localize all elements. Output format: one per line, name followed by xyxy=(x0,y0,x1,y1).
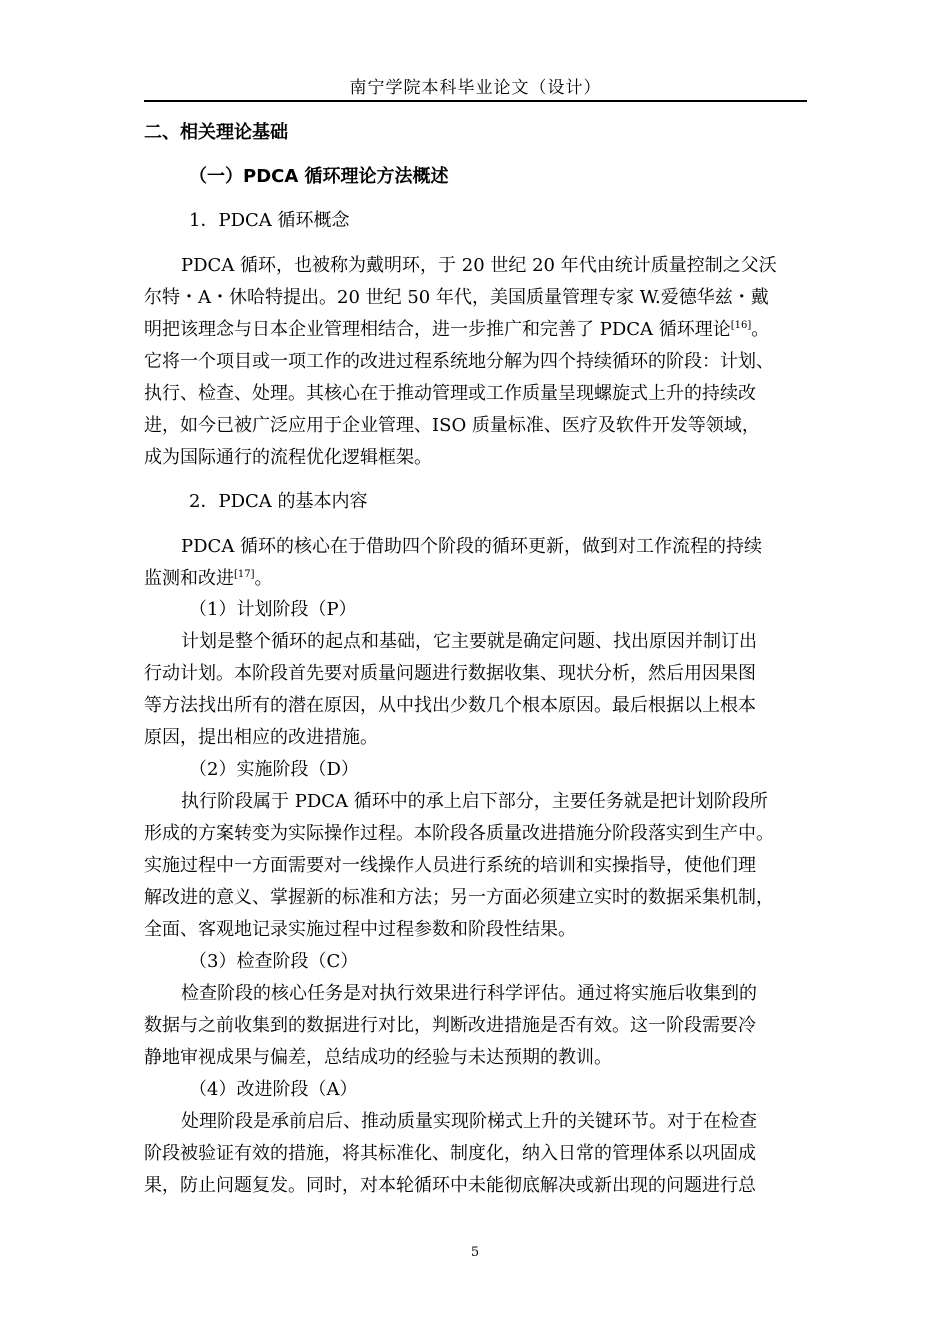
paragraph-line: PDCA 循环，也被称为戴明环，于 20 世纪 20 年代由统计质量控制之父沃 xyxy=(181,255,777,276)
paragraph-line: 实施过程中一方面需要对一线操作人员进行系统的培训和实操指导，使他们理 xyxy=(144,855,756,876)
paragraph-line: 等方法找出所有的潜在原因，从中找出少数几个根本原因。最后根据以上根本 xyxy=(144,695,756,716)
page-header-title: 南宁学院本科毕业论文（设计） xyxy=(349,78,602,98)
phase-title-plan: （1）计划阶段（P） xyxy=(189,599,357,620)
paragraph-line: 解改进的意义、掌握新的标准和方法；另一方面必须建立实时的数据采集机制， xyxy=(144,887,774,908)
paragraph-line: 成为国际通行的流程优化逻辑框架。 xyxy=(144,447,432,468)
paragraph-line: 处理阶段是承前启后、推动质量实现阶梯式上升的关键环节。对于在检查 xyxy=(181,1111,757,1132)
phase-title-do: （2）实施阶段（D） xyxy=(189,759,359,780)
paragraph-line: 阶段被验证有效的措施，将其标准化、制度化，纳入日常的管理体系以巩固成 xyxy=(144,1143,756,1164)
phase-title-act: （4）改进阶段（A） xyxy=(189,1079,358,1100)
paragraph-line: 执行阶段属于 PDCA 循环中的承上启下部分，主要任务就是把计划阶段所 xyxy=(181,791,768,812)
page-number: 5 xyxy=(470,1245,480,1260)
paragraph-line: 监测和改进[17]。 xyxy=(144,568,273,589)
citation-17: [17] xyxy=(234,569,255,580)
paragraph-line: 明把该理念与日本企业管理相结合，进一步推广和完善了 PDCA 循环理论[16]。 xyxy=(144,319,770,340)
header-rule xyxy=(144,100,807,102)
paragraph-line: 它将一个项目或一项工作的改进过程系统地分解为四个持续循环的阶段：计划、 xyxy=(144,351,774,372)
section-heading: 二、相关理论基础 xyxy=(144,122,288,143)
paragraph-line: 形成的方案转变为实际操作过程。本阶段各质量改进措施分阶段落实到生产中。 xyxy=(144,823,774,844)
paragraph-line: 尔特・A・休哈特提出。20 世纪 50 年代，美国质量管理专家 W.爱德华兹・戴 xyxy=(144,287,769,308)
paragraph-line: 行动计划。本阶段首先要对质量问题进行数据收集、现状分析，然后用因果图 xyxy=(144,663,756,684)
paragraph-line: 数据与之前收集到的数据进行对比，判断改进措施是否有效。这一阶段需要冷 xyxy=(144,1015,756,1036)
paragraph-line: 计划是整个循环的起点和基础，它主要就是确定问题、找出原因并制订出 xyxy=(181,631,757,652)
paragraph-line: 原因，提出相应的改进措施。 xyxy=(144,727,378,748)
subsection-heading: （一）PDCA 循环理论方法概述 xyxy=(189,166,449,187)
paragraph-line: 进，如今已被广泛应用于企业管理、ISO 质量标准、医疗及软件开发等领域， xyxy=(144,415,760,436)
paragraph-line: 检查阶段的核心任务是对执行效果进行科学评估。通过将实施后收集到的 xyxy=(181,983,757,1004)
paragraph-line: 执行、检查、处理。其核心在于推动管理或工作质量呈现螺旋式上升的持续改 xyxy=(144,383,756,404)
heading-pdca-concept: 1．PDCA 循环概念 xyxy=(189,210,350,231)
citation-16: [16] xyxy=(730,320,752,331)
paragraph-line: 果，防止问题复发。同时，对本轮循环中未能彻底解决或新出现的问题进行总 xyxy=(144,1175,756,1196)
phase-title-check: （3）检查阶段（C） xyxy=(189,951,359,972)
heading-pdca-content: 2．PDCA 的基本内容 xyxy=(189,491,368,512)
paragraph-line: 静地审视成果与偏差，总结成功的经验与未达预期的教训。 xyxy=(144,1047,612,1068)
paragraph-line: 全面、客观地记录实施过程中过程参数和阶段性结果。 xyxy=(144,919,576,940)
paragraph-line: PDCA 循环的核心在于借助四个阶段的循环更新，做到对工作流程的持续 xyxy=(181,536,763,557)
